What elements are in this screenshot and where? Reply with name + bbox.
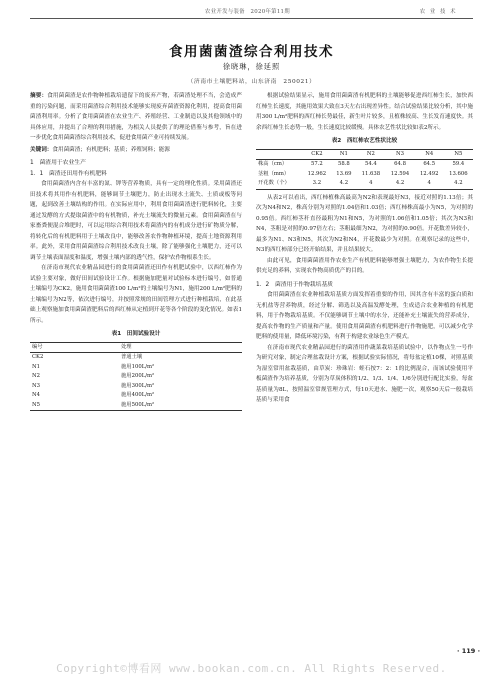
header-rule: [30, 18, 473, 19]
table1-header-cell: 处理: [120, 343, 132, 350]
section-label: 农 业 技 术: [419, 9, 457, 15]
table2-cell: 4: [369, 180, 373, 186]
article-title: 食用菌菌渣综合利用技术: [169, 44, 334, 60]
table2-cell: 4.2: [395, 180, 405, 186]
table2-cell: 12.492: [419, 170, 439, 177]
table2-header-cell: N4: [425, 150, 434, 157]
table-row: [256, 179, 473, 189]
table-row: [30, 391, 242, 401]
body-paragraph: 食用菌菌渣内含有丰富的氮、钾等营养物质，具有一定的理化性质。采用菌渣还田技术将其用作有机肥料，能够调节土壤肥力，防止出现水土流失、土质或板等问题，起到改善土壤结构的作用。在实际应用中，利用食用菌菌渣进行肥料转化，主要通过发酵的方式提取菌渣中的有机物质，补充土壤流失的微量元素。食用菌菌渣在与家畜粪便混合堆肥时，可以运用综合利用技术将菌渣内的有机成分进行矿物质分解，将转化后的有机肥料用于土壤改良中，能够改善农作物种植环境，提高土地资源利用率。此外，采用食用菌菌渣综合利用技术改良土壤，除了能够强化土壤肥力，还可以调节土壤表面湿度和温度，增强土壤内部的透气性，保护农作物根系生长。: [30, 181, 242, 261]
table2-cell: 64.5: [423, 161, 436, 167]
abstract-text: 食用菌菌渣是农作物种植栽培遗留下的废弃产物，若菌渣处理不当，会造成严重的污染问题，而采用菌渣综合利用技术能够实现废弃菌渣资源化利用，提高食用菌菌渣利用率。分析了食用菌菌渣在农业生产、养殖经营、工业制造以及其他领域中的具体应用，并提出了合理的利用措施，为相关人员提供了的理论借鉴与参考，旨在进一步优化食用菌菌渣综合利用技术，促进食用菌产业可持续发展。: [30, 93, 242, 141]
table2-cell: 茎粗（mm）: [258, 170, 290, 177]
body-paragraph: 在济南市现代农业精品园进行的食用菌菌渣还田作有机肥试验中，以西红柿作为试验主要对象，做好田间试验设计工作。根据施加肥量对试验标本进行编号，如普通土壤编号为CK2，施用食用菌菌渣100 L/m²的土壤编号为N1，施用200 L/m²肥料的土壤编号为N2等，依次进行编号，并按照常规的田间管理方式进行种植栽培，在此基础上观察施加食用菌菌渣肥料后的西红柿从定植到开花等各个阶段的变化情况。如表1所示。: [30, 265, 242, 324]
table1-cell: N5: [32, 401, 41, 408]
table1-cell: 施用300L/m²: [120, 382, 155, 389]
table-row: [30, 363, 242, 373]
table2-cell: 3.2: [312, 180, 322, 186]
journal-issue: 农业开发与装备 2020年第11期: [205, 9, 290, 15]
table-row: [256, 170, 473, 180]
table2-header-cell: N5: [454, 150, 463, 157]
table-row: [30, 353, 242, 363]
table2-cell: 4.2: [339, 180, 349, 186]
article-authors: 徐晓琳，徐延照: [222, 62, 281, 71]
table2-header-row: [256, 149, 473, 160]
table2-cell: 13.69: [336, 170, 352, 177]
table2-cell: 11.638: [361, 170, 381, 177]
table2-header-cell: N2: [366, 150, 375, 157]
table2-cell: 开花数（个）: [258, 180, 290, 186]
keywords-text: 食用菌菌渣；有机肥料；基质；养殖饲料；能源: [52, 146, 170, 153]
keywords-label: 关键词：: [30, 146, 53, 153]
abstract-label: 摘要：: [30, 93, 48, 99]
section-heading-1-2: 1．2 菌渣用于作物栽培基质: [256, 281, 333, 288]
table1: [30, 342, 242, 412]
article-affiliation: （济南市土壤肥料站，山东济南 250021）: [187, 79, 316, 85]
table1-cell: N3: [32, 382, 41, 389]
table2-cell: 64.8: [394, 161, 406, 167]
table1-cell: 施用100L/m²: [120, 363, 155, 370]
table2-cell: 4.2: [454, 180, 463, 186]
table2-cell: 54.4: [364, 161, 377, 167]
body-paragraph: 由此可见，食用菌菌渣用作农业生产有机肥料能够增强土壤肥力，为农作物生长提供充足的养料，实现农作物高质优产的目的。: [256, 257, 473, 274]
keywords: [30, 145, 242, 156]
body-paragraph: 食用菌菌渣在农业种植栽培基质方面发挥着重要的作用，因其含有丰富的蛋白质和无机盐等营养物质，经过分解、筛选以及高温发酵处理，生成适合农业种植的有机肥料，用于作物栽培基质。不仅能够调节土壤中的水分，还能补充土壤流失的营养成分，提高农作物的生产质量和产量。使用食用菌菌渣有机肥料进行作物施肥，可以减少化学肥料的使用量，降低环境污染，有利于构建农业绿色生产模式。: [256, 292, 473, 340]
table-row: [256, 160, 473, 170]
table1-cell: 普通土壤: [120, 354, 143, 360]
table2-cell: 13.606: [449, 170, 468, 177]
table1-cell: N1: [32, 363, 41, 370]
table2-cell: 株高（cm）: [258, 161, 288, 167]
table2-header-cell: N3: [396, 150, 405, 157]
table1-cell: CK2: [32, 354, 44, 360]
table2-title: 表2 西红柿农艺性状比较: [331, 138, 398, 144]
table1-cell: N2: [32, 373, 41, 379]
table1-cell: 施用200L/m²: [120, 373, 155, 379]
table2-cell: 12.594: [390, 170, 410, 177]
page-number: · 119 ·: [457, 647, 481, 655]
table2-cell: 4: [427, 180, 431, 186]
section-heading-1: 1 菌渣用于农业生产: [30, 160, 86, 166]
table2-cell: 12.962: [307, 170, 327, 177]
table1-cell: 施用500L/m²: [120, 401, 155, 408]
body-paragraph: 在济南市现代农业精品园进行的菌渣用作蔬菜栽培基质试验中，以作物点生一号作为研究对象，制定合理盆栽设计方案，根据试验实际情况，将每盆定植10棵，对照基质为湿室常用盆栽基质，由草炭：珍珠岩：蛭石按7：2：1的比例混合，而该试验使用平板菌渣作为培养基质，分别为草炭体积的1/2、1/3、1/4、1/6分别进行配比实验，每盆基质量为8L，按照温室常规管理方式，每10天进水、施肥一次，观察50天后一般栽培基质与采用食: [256, 344, 473, 403]
body-paragraph: 从表2可以看出，西红柿植株高最高为N2和表现最好N3，接近对照的1.13倍；其次为N4和N2，株高分别为对照的1.04倍和1.03倍；西红柿株高最小为N5，为对照的0.95倍。西红柿茎秆直径最粗为N1和N5，为对照的1.06倍和1.05倍；其次为N3和N4，茎粗是对照的0.97倍左右；茎粗最细为N2，为对照的0.90倍。开花数差异较小，最多为N1、N3和N5，其次为N2和N4，开花数最少为对照。在观察记录的这些中，N3的西红柿部分已经开始结果，并且结果较大。: [256, 194, 473, 253]
table1-cell: N4: [32, 392, 41, 398]
abstract: [30, 91, 242, 144]
table2-header-cell: N1: [339, 150, 348, 157]
table-row: [30, 382, 242, 392]
table2-cell: 58.8: [337, 161, 350, 167]
body-paragraph: 根据试验结果显示，施用食用菌菌渣有机肥料的土壤能够促进西红柿生长，加快西红柿生长速度，其施用效果大致在3天左右出现差异性。结合试验结果比较分析，其中施用300 L/m²肥料的西红柿长势最佳，新生叶片较多，且植株较高、生长发育速度快。其余西红柿生长态势一般，生长速度比较缓慢。具体农艺性状比较如表2所示。: [256, 93, 473, 131]
table2-cell: 59.4: [452, 161, 465, 167]
table1-header-row: [30, 342, 242, 353]
right-column: [256, 91, 473, 406]
table-row: [30, 401, 242, 411]
table1-cell: 施用400L/m²: [120, 392, 155, 398]
left-column: [30, 91, 242, 411]
table1-header-cell: 编号: [32, 343, 43, 350]
table2: [256, 149, 473, 190]
table2-header-cell: [256, 149, 302, 160]
section-heading-1-1: 1．1 菌渣还田用作有机肥料: [30, 170, 107, 177]
table2-cell: 57.2: [311, 161, 323, 167]
copyright-watermark: Copyright©博看网 www.bookan.com.cn. All Rights Reserved.: [56, 662, 447, 675]
table2-header-cell: CK2: [311, 150, 323, 157]
table1-title: 表1 田间试验设计: [111, 331, 161, 337]
running-head: [0, 5, 503, 19]
table-row: [30, 372, 242, 382]
